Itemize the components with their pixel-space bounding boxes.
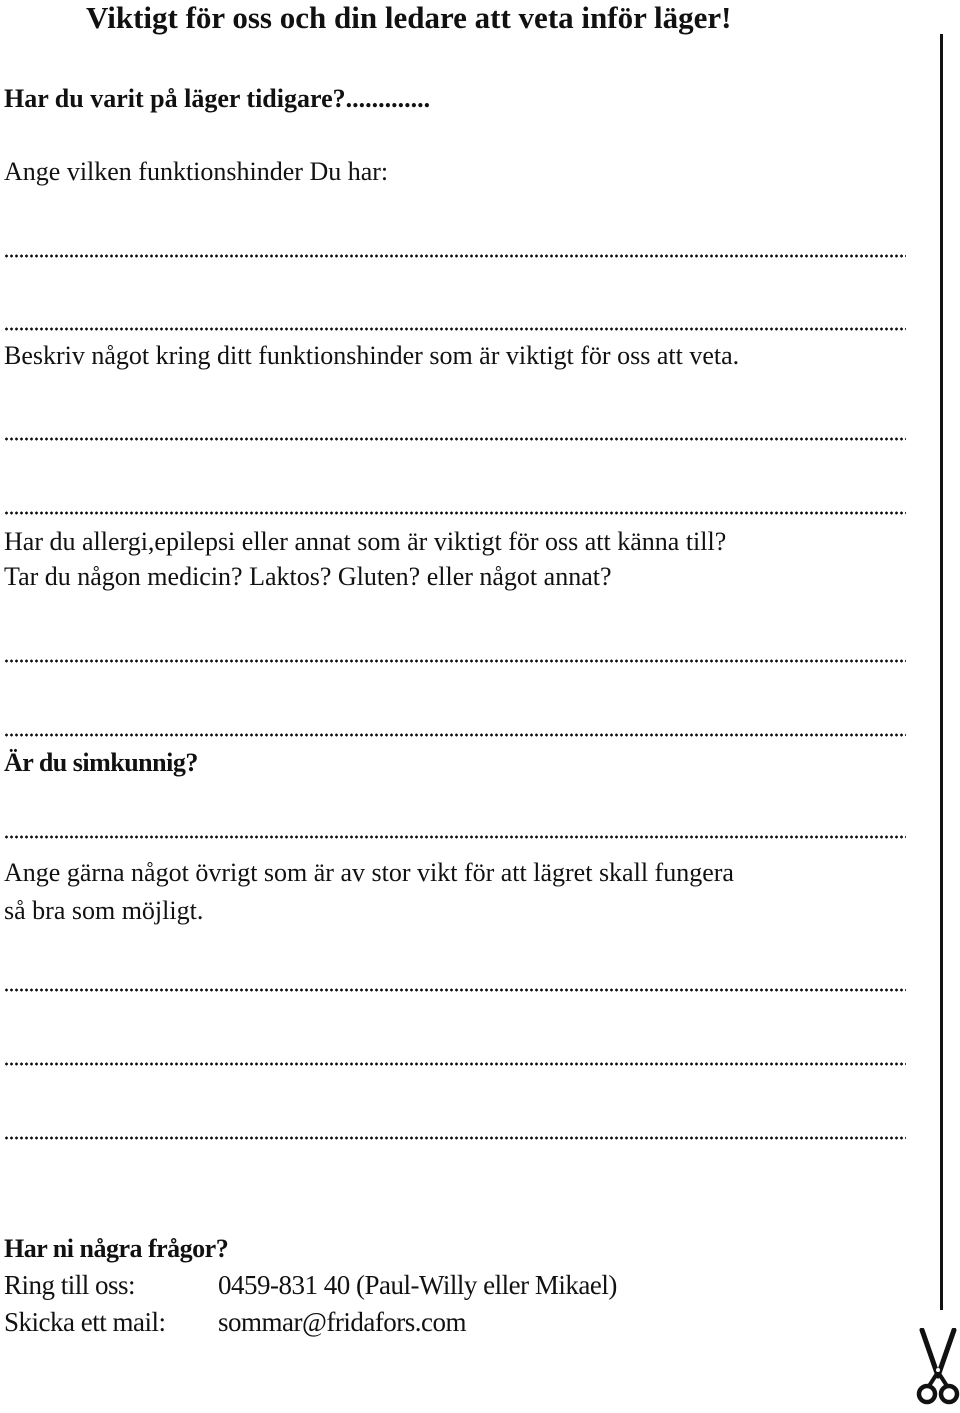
cut-line: [940, 34, 943, 1310]
question-describe: Beskriv något kring ditt funktionshinder som är viktigt för oss att veta.: [4, 341, 740, 370]
contact-mail-value[interactable]: sommar@fridafors.com: [218, 1307, 467, 1337]
answer-line[interactable]: [4, 988, 906, 992]
question-swim: Är du simkunnig?: [4, 748, 198, 777]
question-allergy-line2: Tar du någon medicin? Laktos? Gluten? eller något annat?: [4, 562, 612, 591]
question-disability: Ange vilken funktionshinder Du har:: [4, 157, 389, 186]
contact-phone-value: 0459-831 40 (Paul-Willy eller Mikael): [218, 1270, 617, 1300]
contact-phone-label: Ring till oss:: [4, 1270, 136, 1300]
question-other-line2: så bra som möjligt.: [4, 896, 204, 925]
answer-line[interactable]: [4, 659, 906, 663]
answer-line[interactable]: [4, 1062, 906, 1066]
question-allergy-line1: Har du allergi,epilepsi eller annat som är viktigt för oss att känna till?: [4, 527, 727, 556]
scissors-icon: [916, 1328, 960, 1408]
answer-line[interactable]: [4, 437, 906, 441]
answer-line[interactable]: [4, 327, 906, 331]
contact-mail-label: Skicka ett mail:: [4, 1307, 166, 1337]
page-title: Viktigt för oss och din ledare att veta inför läger!: [86, 0, 732, 35]
answer-line[interactable]: [4, 835, 906, 839]
answer-line[interactable]: [4, 1136, 906, 1140]
question-previous-camp: Har du varit på läger tidigare?.............: [4, 84, 431, 113]
answer-line[interactable]: [4, 733, 906, 737]
question-other-line1: Ange gärna något övrigt som är av stor vikt för att lägret skall fungera: [4, 858, 734, 887]
answer-line[interactable]: [4, 511, 906, 515]
contact-heading: Har ni några frågor?: [4, 1234, 229, 1263]
answer-line[interactable]: [4, 254, 906, 258]
